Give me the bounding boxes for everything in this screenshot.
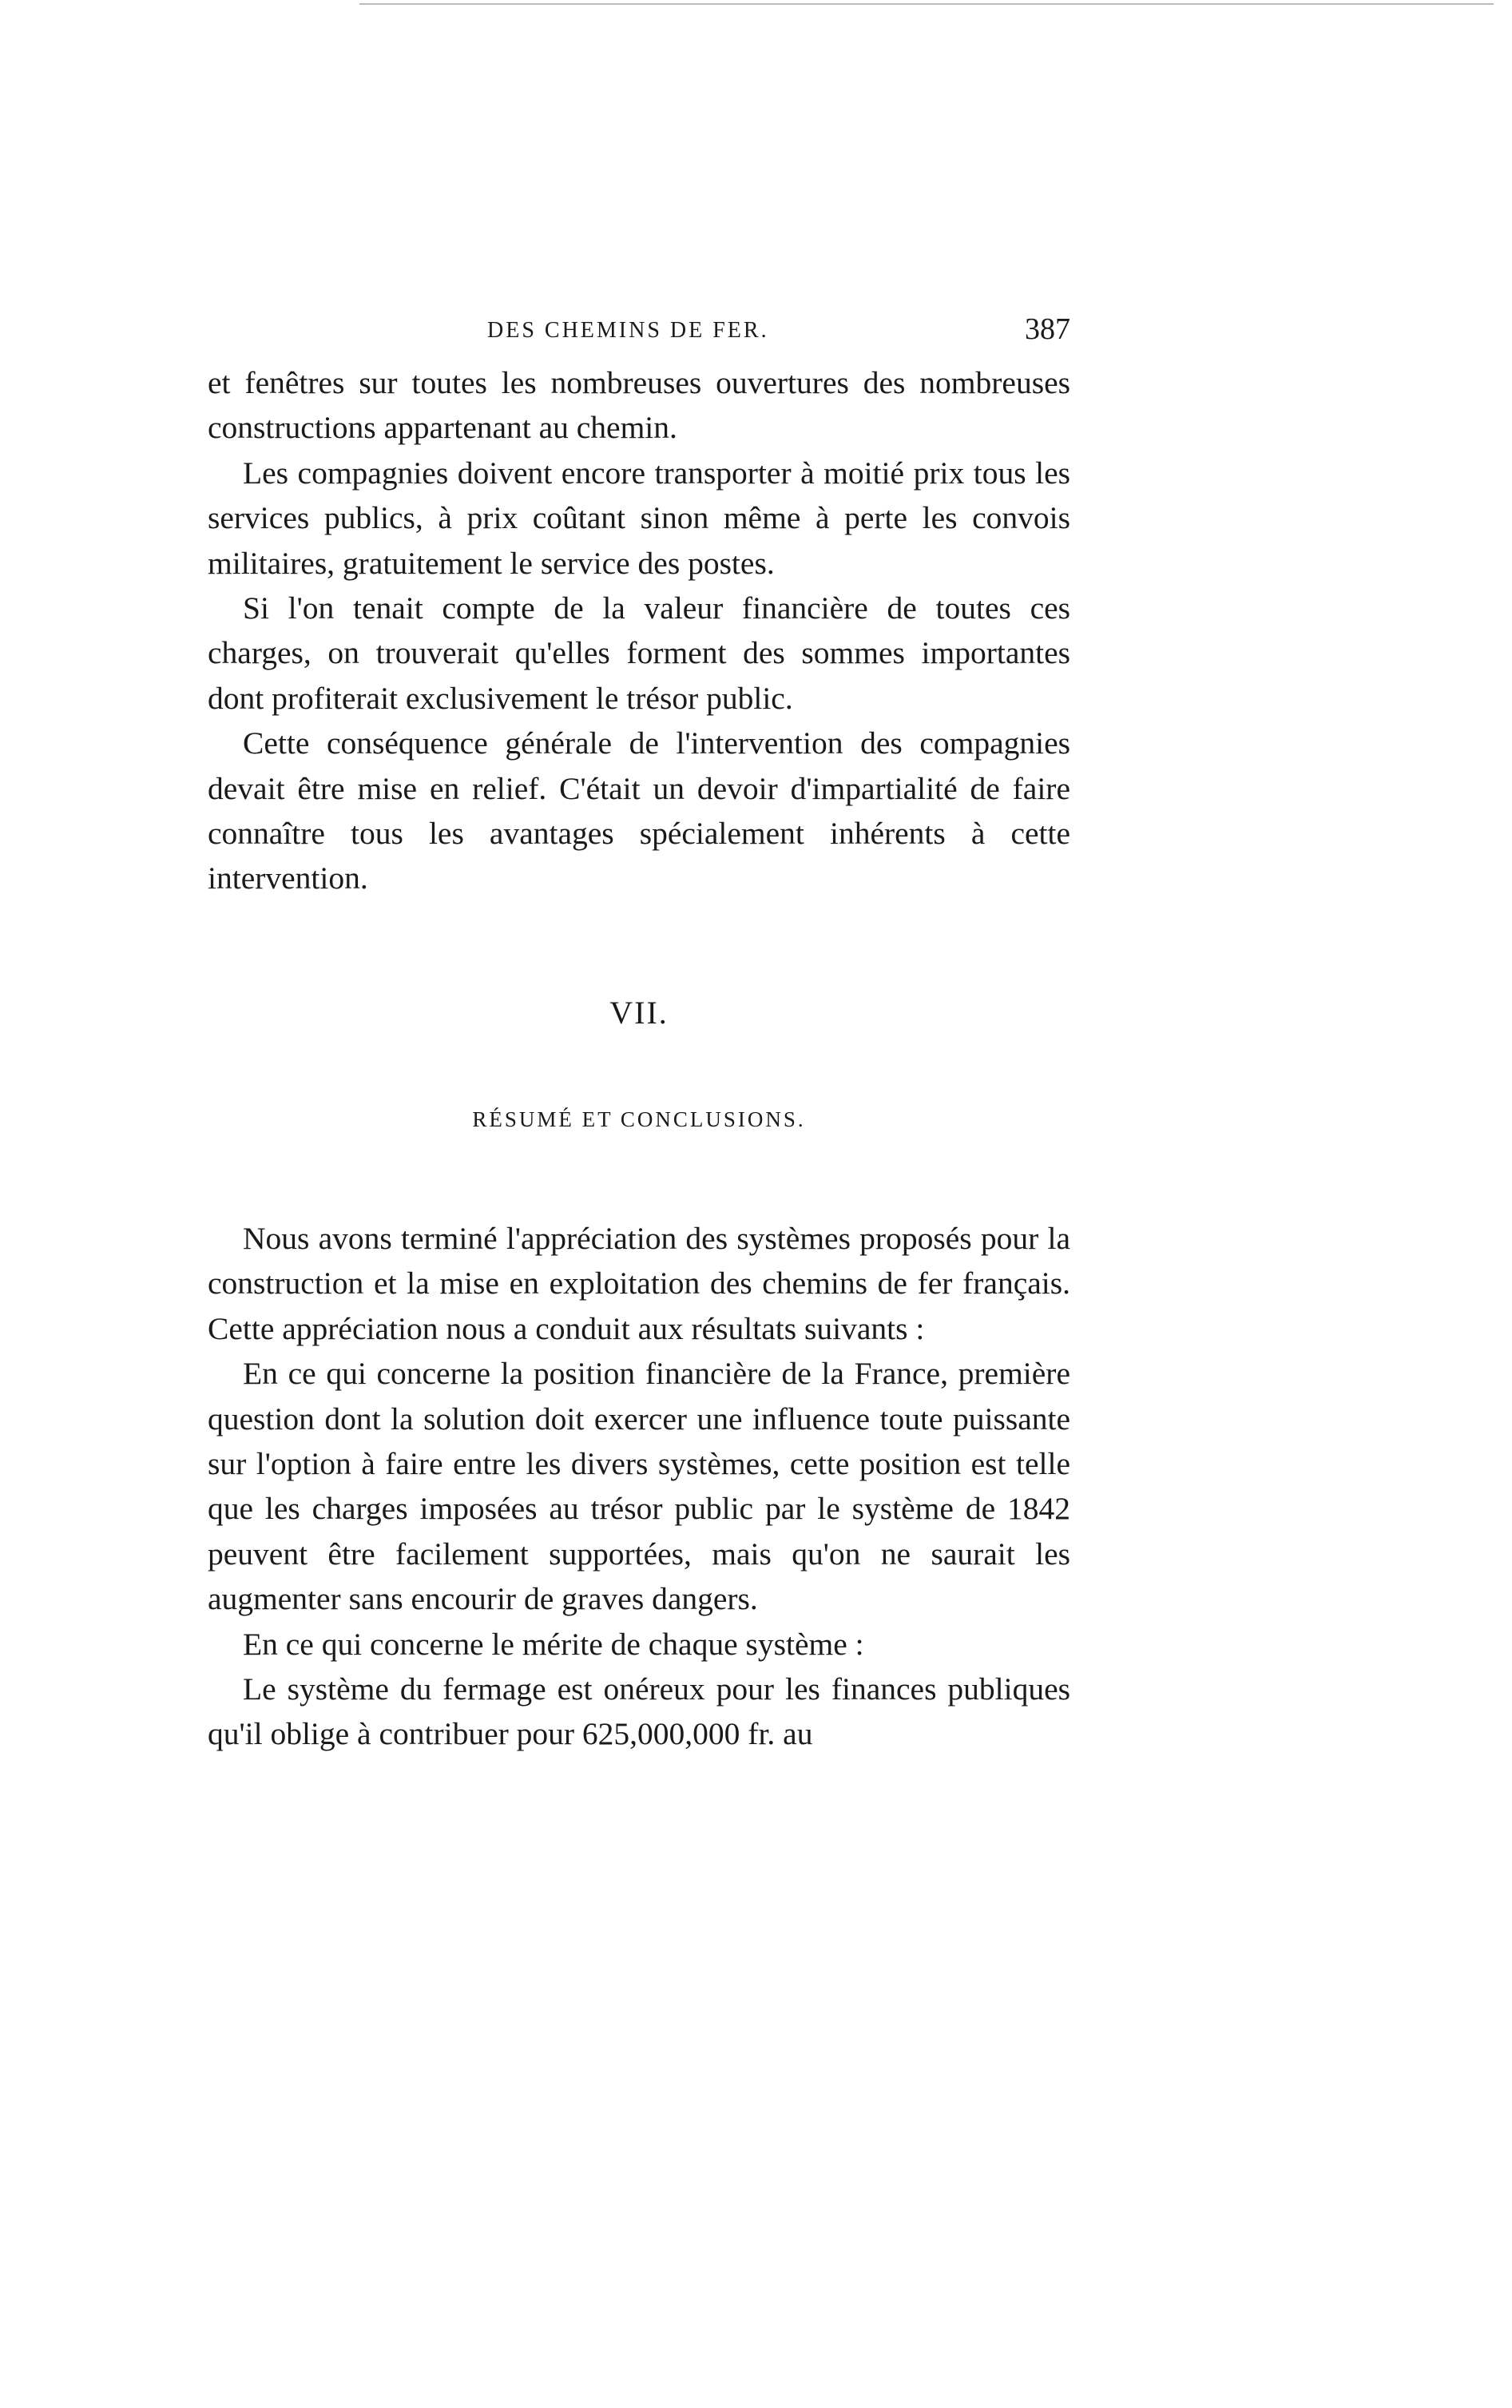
paragraph: et fenêtres sur toutes les nombreuses ouvertures des nombreuses constructions appartenant au chemin. [208,365,1070,446]
scan-edge-line [359,3,1494,5]
paragraph: Les compagnies doivent encore transporter à moitié prix tous les services publics, à prix coûtant sinon même à perte les convois militaires, gratuitement le service des postes. [208,455,1070,581]
running-title: DES CHEMINS DE FER. [487,318,769,343]
section-number: VII. [609,995,669,1031]
body-text-after-section [208,1216,1070,1757]
paragraph: En ce qui concerne le mérite de chaque système : [243,1626,864,1662]
paragraph: En ce qui concerne la position financière de la France, première question dont la solution doit exercer une influence toute puissante sur l'option à faire entre les divers systèmes, cette position est telle que les charges imposées au trésor public par le système de 1842 peuvent être facilement supportées, mais qu'on ne saurait les augmenter sans encourir de graves dangers. [208,1356,1070,1617]
paragraph: Le système du fermage est onéreux pour les finances publiques qu'il oblige à contribuer pour 625,000,000 fr. au [208,1671,1070,1752]
body-text-before-section [208,360,1070,901]
page-number: 387 [1025,312,1070,346]
paragraph: Cette conséquence générale de l'intervention des compagnies devait être mise en relief. C'était un devoir d'impartialité de faire connaître tous les avantages spécialement inhérents à cette intervention. [208,725,1070,896]
paragraph: Nous avons terminé l'appréciation des systèmes proposés pour la construction et la mise en exploitation des chemins de fer français. Cette appréciation nous a conduit aux résultats suivants : [208,1221,1070,1346]
section-title: RÉSUMÉ ET CONCLUSIONS. [472,1107,806,1131]
running-head [208,312,1070,356]
paragraph: Si l'on tenait compte de la valeur financière de toutes ces charges, on trouverait qu'elles forment des sommes importantes dont profiterait exclusivement le trésor public. [208,590,1070,716]
